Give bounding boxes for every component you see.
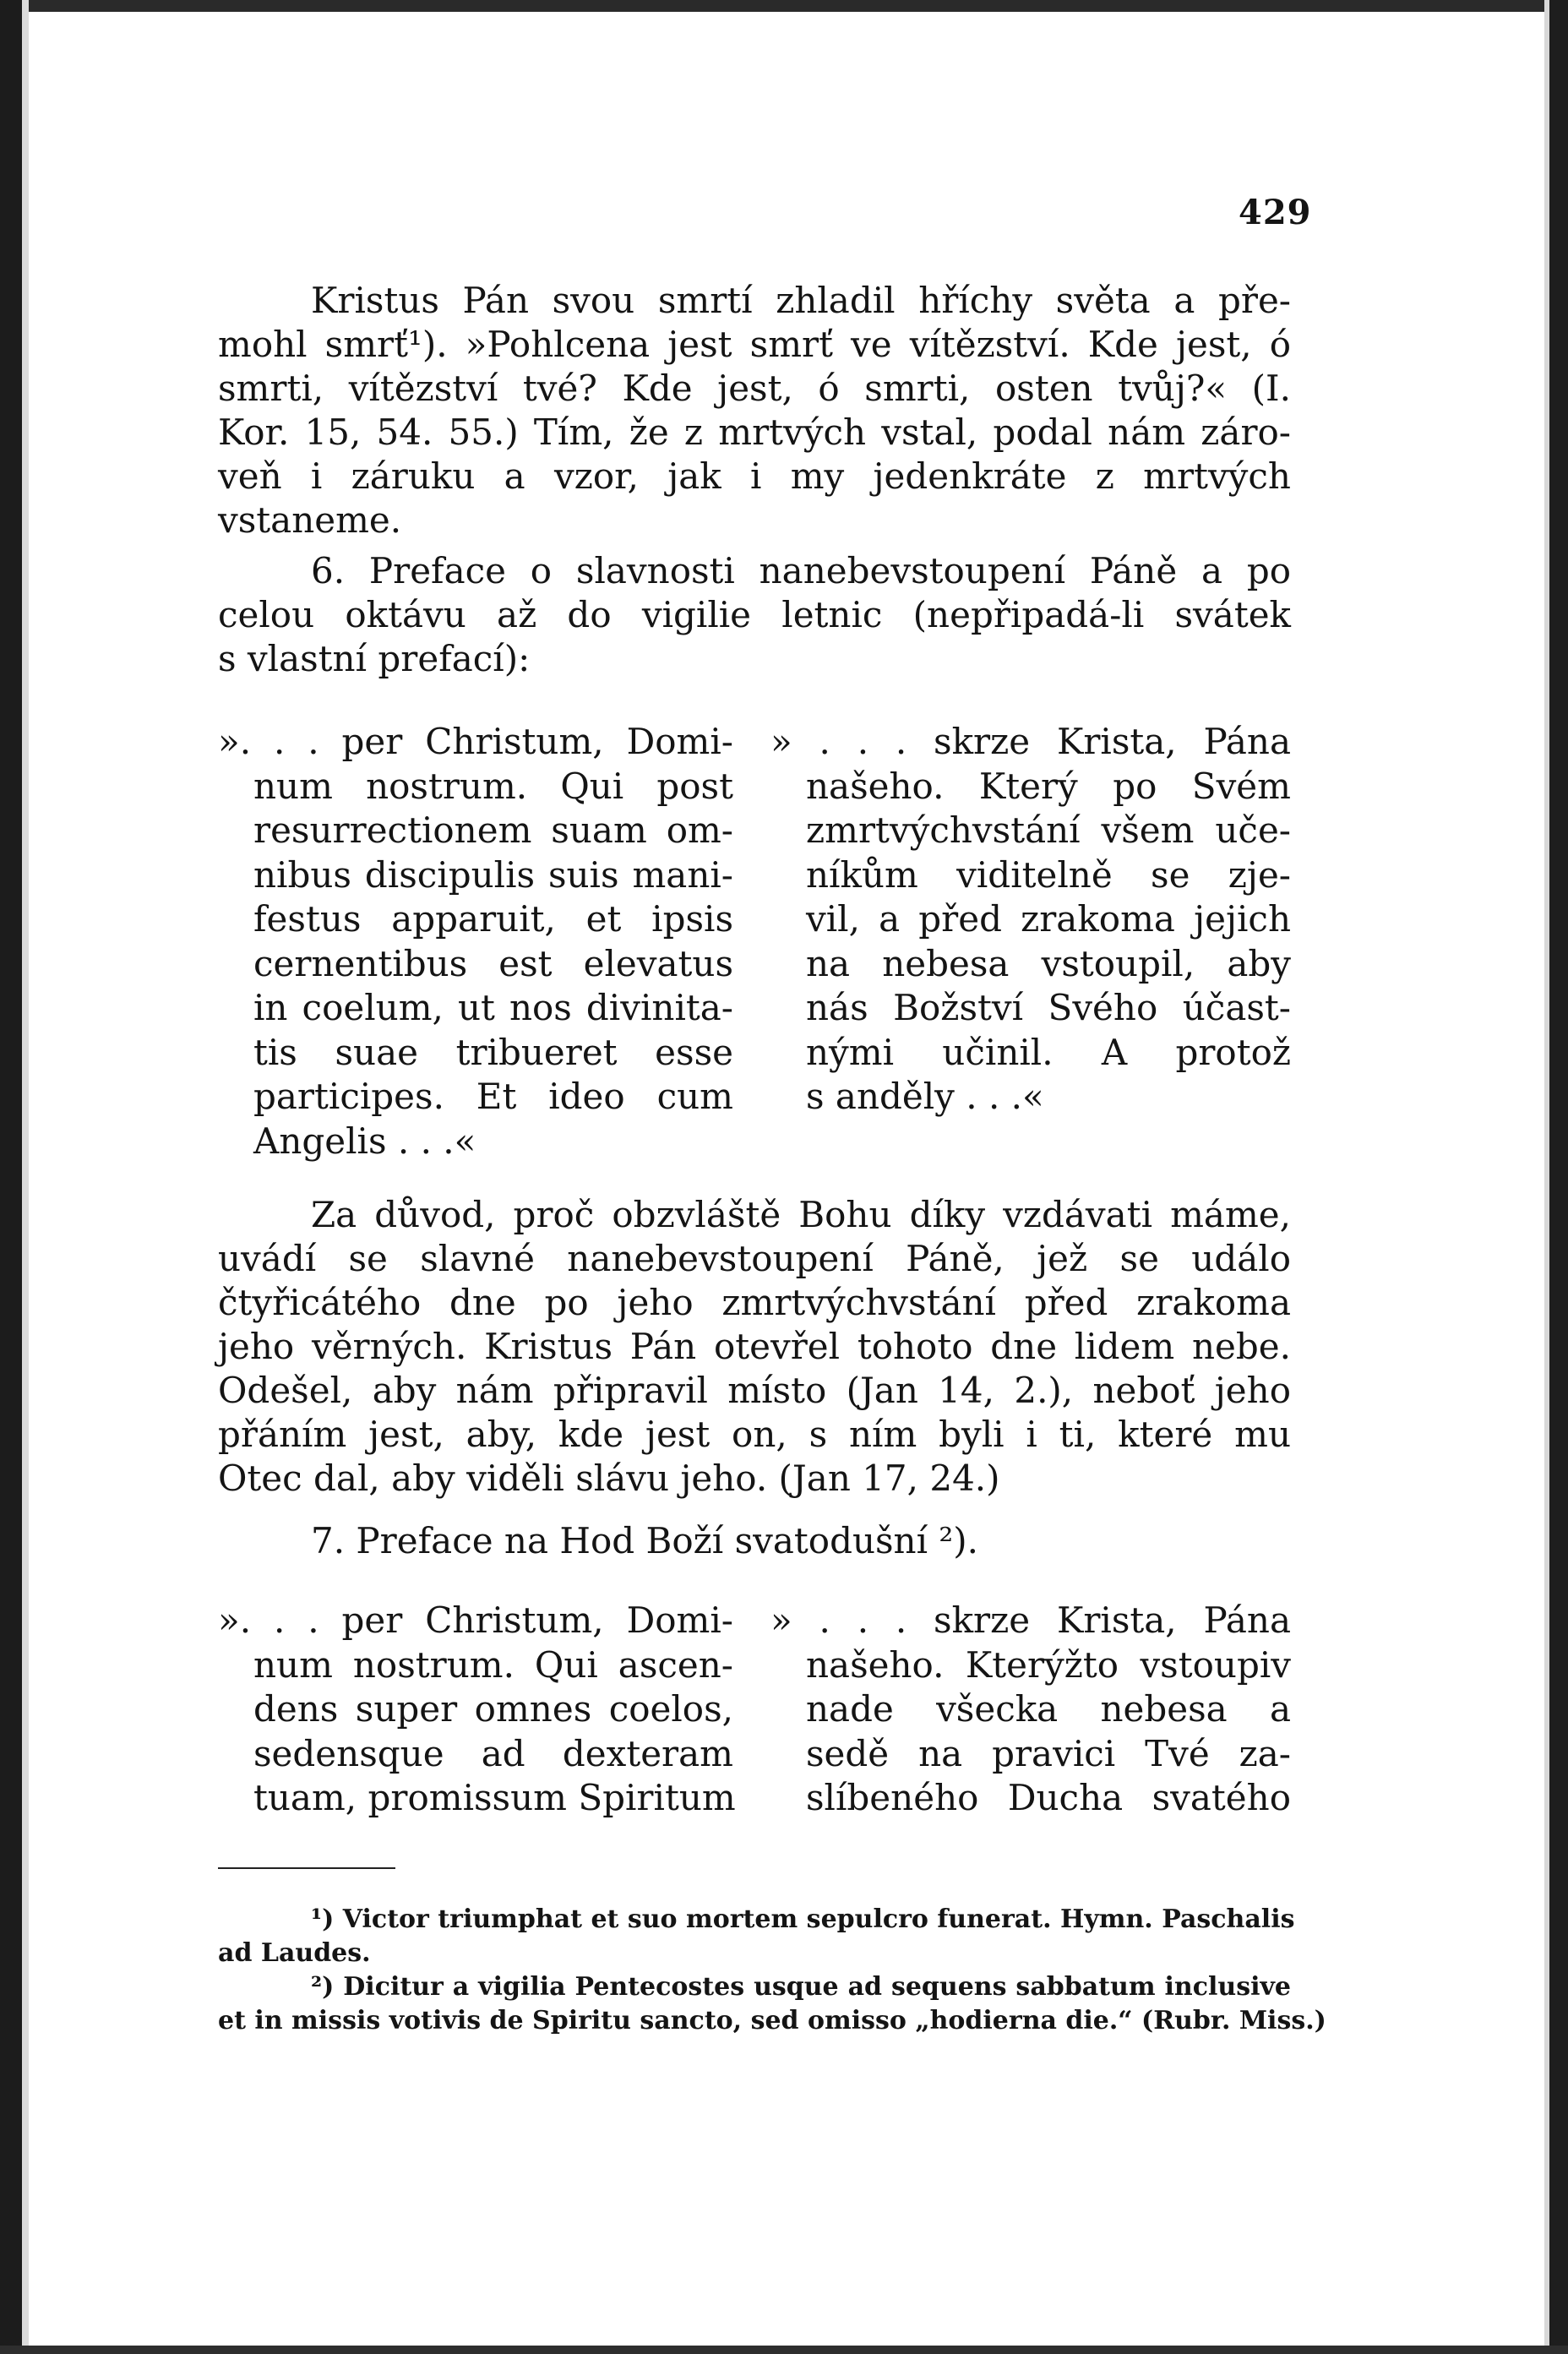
text-line: jeho věrných. Kristus Pán otevřel tohoto dne lidem nebe. xyxy=(218,1326,1291,1367)
text-line: ». . . per Christum, Domi- xyxy=(218,1599,733,1641)
text-line: Kristus Pán svou smrtí zhladil hříchy světa a pře- xyxy=(311,280,1291,321)
text-line: uvádí se slavné nanebevstoupení Páně, jež se událo xyxy=(218,1238,1291,1279)
page-number: 429 xyxy=(1239,193,1312,232)
text-line: na nebesa vstoupil, aby xyxy=(806,942,1291,984)
text-line: čtyřicátého dne po jeho zmrtvýchvstání před zrakoma xyxy=(218,1282,1291,1323)
text-line: Angelis . . .« xyxy=(253,1120,476,1162)
text-line: participes. Et ideo cum xyxy=(253,1076,733,1117)
footnote-line: ad Laudes. xyxy=(218,1938,371,1968)
preface-7-czech-column xyxy=(770,1599,1291,1821)
text-line: tis suae tribueret esse xyxy=(253,1031,733,1073)
scan-border-top xyxy=(0,0,1568,12)
text-line: cernentibus est elevatus xyxy=(253,942,733,984)
text-line: mohl smrť¹). »Pohlcena jest smrť ve vítězství. Kde jest, ó xyxy=(218,324,1291,365)
text-line: vil, a před zrakoma jejich xyxy=(806,898,1291,940)
scan-border-right-inner xyxy=(1544,0,1549,2354)
text-line: nibus discipulis suis mani- xyxy=(253,853,733,896)
text-line: Kor. 15, 54. 55.) Tím, že z mrtvých vstal, podal nám záro- xyxy=(218,411,1291,453)
text-line: nade všecka nebesa a xyxy=(806,1688,1291,1730)
text-line: sedě na pravici Tvé za- xyxy=(806,1732,1291,1774)
footnote-line: ²) Dicitur a vigilia Pentecostes usque ad sequens sabbatum inclusive xyxy=(311,1972,1291,2002)
footnote-divider xyxy=(218,1867,395,1869)
text-line: smrti, vítězství tvé? Kde jest, ó smrti, osten tvůj?« (I. xyxy=(218,368,1291,409)
text-line: zmrtvýchvstání všem uče- xyxy=(806,809,1291,851)
footnote-line: et in missis votivis de Spiritu sancto, sed omisso „hodierna die.“ (Rubr. Miss.) xyxy=(218,2006,1326,2035)
text-line: nými učinil. A protož xyxy=(806,1031,1291,1073)
scan-border-bottom xyxy=(0,2346,1568,2354)
text-line: festus apparuit, et ipsis xyxy=(253,898,733,940)
text-line: s vlastní prefací): xyxy=(218,638,531,679)
text-line: Odešel, aby nám připravil místo (Jan 14, 2.), neboť jeho xyxy=(218,1370,1291,1411)
text-line: dens super omnes coelos, xyxy=(253,1688,733,1730)
text-line: 7. Preface na Hod Boží svatodušní ²). xyxy=(311,1520,978,1561)
scan-border-right xyxy=(1549,0,1568,2354)
text-line: num nostrum. Qui ascen- xyxy=(253,1643,733,1686)
text-line: in coelum, ut nos divinita- xyxy=(253,987,733,1028)
text-line: nás Božství Svého účast- xyxy=(806,987,1291,1028)
text-line: Otec dal, aby viděli slávu jeho. (Jan 17, 24.) xyxy=(218,1458,1000,1499)
text-line: níkům viditelně se zje- xyxy=(806,853,1291,896)
text-line: resurrectionem suam om- xyxy=(253,809,733,851)
text-line: našeho. Který po Svém xyxy=(806,765,1291,807)
text-line: veň i záruku a vzor, jak i my jedenkráte z mrtvých xyxy=(218,455,1291,497)
text-line: » . . . skrze Krista, Pána xyxy=(770,721,1291,762)
preface-6-latin-column xyxy=(218,720,733,1163)
paragraph-resurrection xyxy=(218,279,1291,542)
footnotes xyxy=(218,1903,1326,2038)
text-line: přáním jest, aby, kde jest on, s ním byli i ti, které mu xyxy=(218,1414,1291,1455)
footnote-line: ¹) Victor triumphat et suo mortem sepulcro funerat. Hymn. Paschalis xyxy=(311,1904,1295,1934)
text-line: Za důvod, proč obzvláště Bohu díky vzdávati máme, xyxy=(311,1194,1291,1235)
paragraph-preface-7-heading xyxy=(218,1519,1291,1563)
text-line: tuam, promissum Spiritum xyxy=(253,1777,736,1818)
text-line: slíbeného Ducha svatého xyxy=(806,1777,1291,1818)
text-line: našeho. Kterýžto vstoupiv xyxy=(806,1643,1291,1686)
preface-7-latin-column xyxy=(218,1599,736,1821)
text-line: num nostrum. Qui post xyxy=(253,765,733,807)
text-line: s anděly . . .« xyxy=(806,1076,1044,1117)
preface-6-czech-column xyxy=(770,720,1291,1120)
scan-border-left xyxy=(0,0,22,2354)
text-line: 6. Preface o slavnosti nanebevstoupení Páně a po xyxy=(311,550,1291,591)
text-line: vstaneme. xyxy=(218,499,402,541)
text-line: sedensque ad dexteram xyxy=(253,1732,733,1774)
scan-border-left-inner xyxy=(22,0,29,2354)
paragraph-preface-6-heading xyxy=(218,549,1291,681)
text-line: » . . . skrze Krista, Pána xyxy=(770,1599,1291,1641)
text-line: celou oktávu až do vigilie letnic (nepřipadá-li svátek xyxy=(218,594,1291,635)
paragraph-ascension-explanation xyxy=(218,1193,1291,1501)
text-line: ». . . per Christum, Domi- xyxy=(218,721,733,762)
